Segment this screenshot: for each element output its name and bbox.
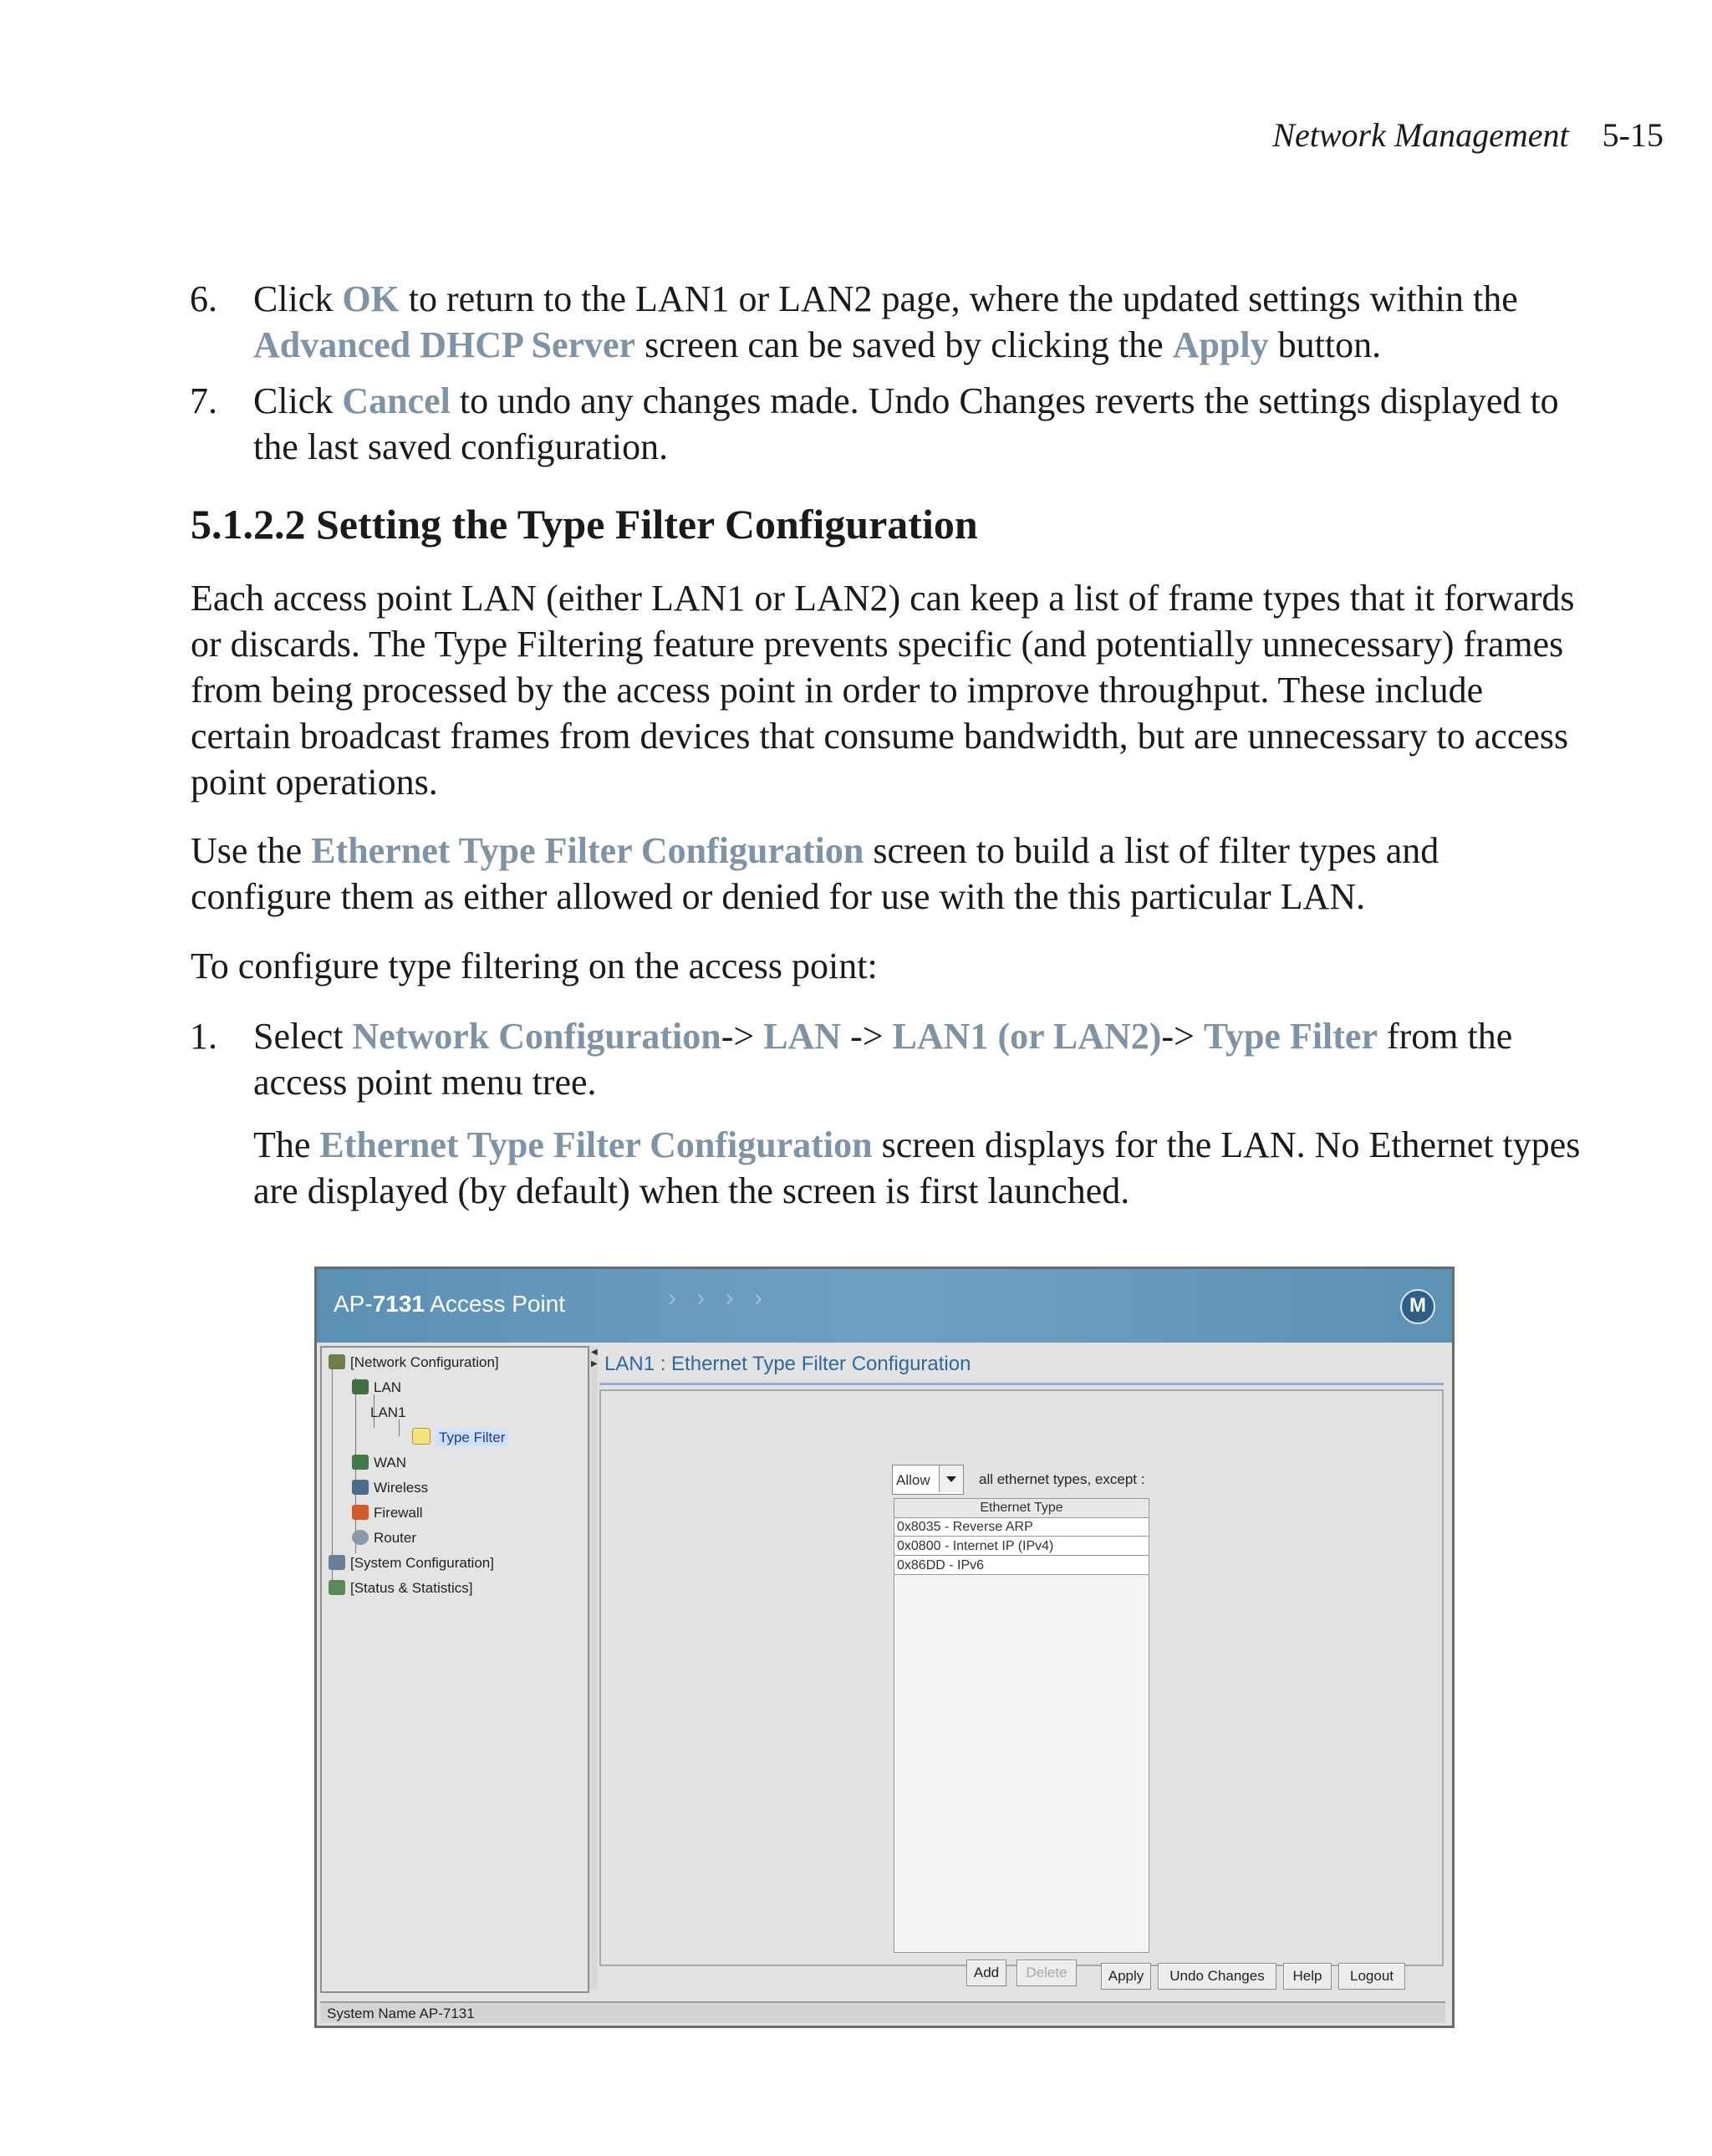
help-button[interactable]: Help: [1283, 1963, 1332, 1990]
type-filter-keyword: Type Filter: [1203, 1016, 1378, 1057]
banner-decoration: › › › ›: [668, 1284, 769, 1312]
table-row[interactable]: 0x86DD - IPv6: [894, 1557, 1149, 1575]
wan-globe-icon: [352, 1455, 369, 1470]
delete-button[interactable]: Delete: [1016, 1960, 1077, 1986]
text: Click: [253, 278, 343, 319]
text: [Network Configuration]: [350, 1354, 499, 1370]
section-heading: 5.1.2.2 Setting the Type Filter Configuration: [191, 501, 978, 548]
network-config-keyword: Network Configuration: [352, 1016, 721, 1057]
tree-item-wan[interactable]: [352, 1455, 406, 1471]
except-label: all ethernet types, except :: [979, 1471, 1145, 1487]
text: [System Configuration]: [350, 1555, 494, 1571]
tree-item-firewall[interactable]: [352, 1505, 423, 1521]
status-bar: System Name AP-7131: [320, 2001, 1445, 2023]
apply-button[interactable]: Apply: [1101, 1963, 1151, 1990]
filter-mode-select[interactable]: [892, 1465, 964, 1495]
wireless-icon: [352, 1480, 369, 1495]
tree-item-system-configuration[interactable]: [329, 1555, 494, 1572]
table-header: Ethernet Type: [894, 1499, 1149, 1518]
table-row[interactable]: 0x0800 - Internet IP (IPv4): [894, 1537, 1149, 1556]
page-title: LAN1 : Ethernet Type Filter Configuration: [604, 1353, 971, 1375]
ok-keyword: OK: [342, 278, 400, 319]
system-config-icon: [329, 1555, 345, 1570]
text: Use the: [191, 830, 312, 871]
tree-item-lan[interactable]: [352, 1379, 401, 1396]
model-number: 7131: [372, 1291, 425, 1317]
page-number: 5-15: [1602, 116, 1664, 154]
undo-changes-button[interactable]: Undo Changes: [1158, 1963, 1276, 1990]
intro-paragraph: Each access point LAN (either LAN1 or LAN2) can keep a list of frame types that it forwards or discards. The Type Filtering feature prevents specific (and potentially unnecessary) frames from being processed by the access point in order to improve throughput. These include certain broadcast frames from devices that consume bandwidth, but are unnecessary to access point operations.: [191, 578, 1575, 803]
text: ->: [841, 1016, 893, 1057]
tree-item-type-filter[interactable]: [412, 1428, 508, 1446]
logout-button[interactable]: Logout: [1338, 1963, 1405, 1990]
firewall-icon: [352, 1505, 369, 1520]
expand-right-icon[interactable]: ▶: [591, 1359, 598, 1369]
text: button.: [1268, 324, 1382, 365]
text: LAN1: [370, 1404, 406, 1420]
statistics-icon: [329, 1580, 345, 1595]
text: from the access point menu tree.: [253, 1016, 1513, 1103]
selected-value: Allow: [896, 1472, 930, 1488]
app-title: [334, 1291, 565, 1318]
text: Router: [374, 1530, 417, 1546]
chevron-down-icon[interactable]: [939, 1465, 963, 1492]
text: to undo any changes made. Undo Changes reverts the settings displayed to the last saved configuration.: [253, 380, 1559, 467]
text: screen can be saved by clicking the: [635, 324, 1173, 365]
step-1-result: [253, 1122, 1582, 1214]
pane-splitter[interactable]: [589, 1346, 598, 1990]
content-pane: [599, 1346, 1445, 1990]
text: screen displays for the LAN. No Ethernet types are displayed (by default) when the screen is first launched.: [253, 1124, 1581, 1211]
apply-keyword: Apply: [1172, 324, 1269, 365]
header-section-title: Network Management: [1272, 116, 1569, 154]
text: screen to build a list of filter types and configure them as either allowed or denied for use with the this particular LAN.: [191, 830, 1439, 917]
network-icon: [329, 1354, 345, 1369]
router-icon: [352, 1530, 369, 1545]
lan-keyword: LAN: [763, 1016, 842, 1057]
step-1: [190, 1013, 1582, 1105]
screenshot-figure: [314, 1267, 1455, 2028]
text: [Status & Statistics]: [350, 1580, 473, 1596]
step-7: [190, 378, 1582, 470]
text: Wireless: [374, 1480, 429, 1496]
text: AP-: [334, 1291, 373, 1317]
running-header: [1272, 115, 1664, 155]
app-banner: [317, 1269, 1452, 1343]
text: WAN: [374, 1455, 407, 1470]
title-divider: [599, 1383, 1444, 1385]
step-number: 7.: [190, 380, 217, 421]
text: ->: [1161, 1016, 1204, 1057]
step-number: 1.: [190, 1016, 217, 1057]
cancel-keyword: Cancel: [342, 380, 451, 421]
ethernet-type-table: [894, 1498, 1149, 1953]
lan1-keyword: LAN1 (or LAN2): [892, 1016, 1162, 1057]
menu-tree: [320, 1346, 589, 1993]
advanced-dhcp-keyword: Advanced DHCP Server: [253, 324, 636, 365]
text: Select: [253, 1016, 353, 1057]
screen-name-keyword: Ethernet Type Filter Configuration: [319, 1124, 873, 1165]
table-row[interactable]: 0x8035 - Reverse ARP: [894, 1518, 1149, 1537]
tree-item-network-configuration[interactable]: [329, 1354, 499, 1371]
filter-icon: [412, 1428, 431, 1445]
tree-item-lan1[interactable]: [370, 1404, 406, 1421]
tree-item-status-statistics[interactable]: [329, 1580, 472, 1597]
text: Access Point: [424, 1291, 566, 1317]
tree-item-router[interactable]: [352, 1530, 416, 1547]
text: to return to the LAN1 or LAN2 page, where the updated settings within the: [399, 278, 1518, 319]
usage-paragraph: [191, 828, 1578, 920]
tree-item-wireless[interactable]: [352, 1480, 428, 1496]
add-button[interactable]: Add: [966, 1960, 1006, 1986]
lan-icon: [352, 1379, 369, 1394]
text: Firewall: [374, 1505, 423, 1521]
text: Type Filter: [436, 1429, 508, 1446]
step-number: 6.: [190, 278, 217, 319]
text: The: [253, 1124, 320, 1165]
text: ->: [721, 1016, 764, 1057]
motorola-logo-icon: [1400, 1289, 1435, 1324]
text: LAN: [374, 1379, 402, 1395]
screen-name-keyword: Ethernet Type Filter Configuration: [311, 830, 864, 871]
configure-lead-in: To configure type filtering on the access point:: [191, 945, 878, 986]
step-6: [190, 276, 1582, 368]
collapse-left-icon[interactable]: ◀: [591, 1348, 598, 1357]
text: Click: [253, 380, 343, 421]
